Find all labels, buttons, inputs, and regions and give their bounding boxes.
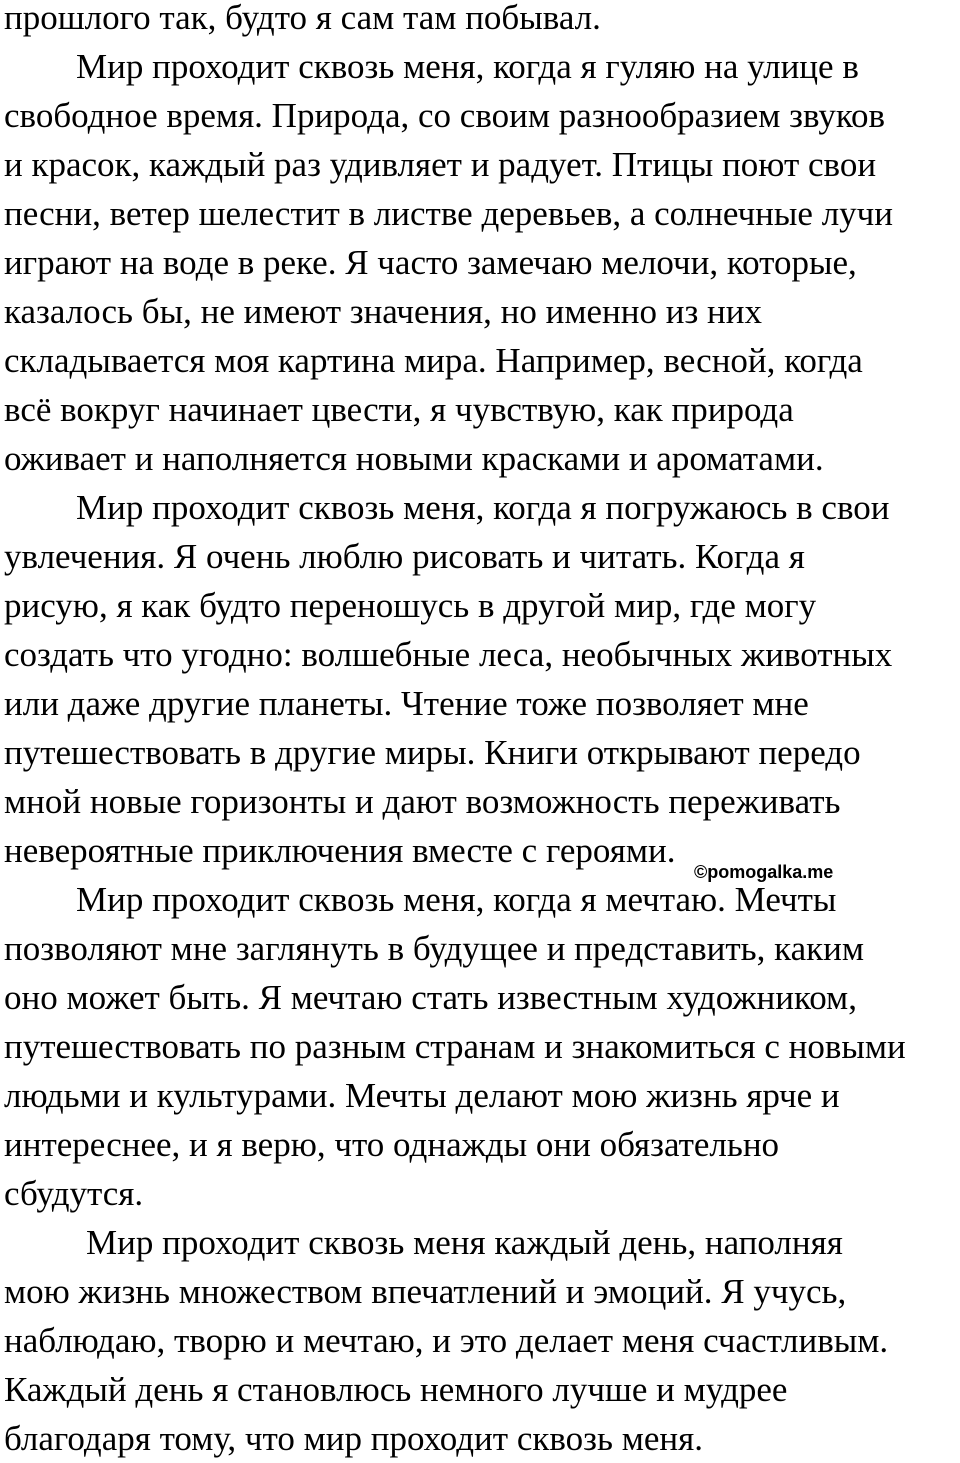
text-line: благодаря тому, что мир проходит сквозь меня. — [4, 1419, 703, 1458]
text-line: песни, ветер шелестит в листве деревьев, а солнечные лучи — [4, 194, 894, 233]
text-line: Каждый день я становлюсь немного лучше и мудрее — [4, 1370, 788, 1409]
text-line: свободное время. Природа, со своим разнообразием звуков — [4, 96, 886, 135]
text-line: казалось бы, не имеют значения, но именно из них — [4, 292, 763, 331]
text-line: невероятные приключения вместе с героями. — [4, 831, 676, 870]
text-line: оживает и наполняется новыми красками и ароматами. — [4, 439, 824, 478]
text-line: оно может быть. Я мечтаю стать известным художником, — [4, 978, 857, 1017]
text-line: прошлого так, будто я сам там побывал. — [4, 0, 601, 37]
paragraph-first-line: Мир проходит сквозь меня каждый день, наполняя — [86, 1223, 843, 1262]
text-line: позволяют мне заглянуть в будущее и представить, каким — [4, 929, 864, 968]
text-line: создать что угодно: волшебные леса, необычных животных — [4, 635, 893, 674]
text-line: играют на воде в реке. Я часто замечаю мелочи, которые, — [4, 243, 857, 282]
text-line: рисую, я как будто переношусь в другой мир, где могу — [4, 586, 817, 625]
text-line: мной новые горизонты и дают возможность переживать — [4, 782, 841, 821]
text-line: путешествовать по разным странам и знакомиться с новыми — [4, 1027, 906, 1066]
text-line: интереснее, и я верю, что однажды они обязательно — [4, 1125, 780, 1164]
text-line: всё вокруг начинает цвести, я чувствую, как природа — [4, 390, 794, 429]
text-line: наблюдаю, творю и мечтаю, и это делает меня счастливым. — [4, 1321, 889, 1360]
text-line: увлечения. Я очень люблю рисовать и читать. Когда я — [4, 537, 805, 576]
paragraph-first-line: Мир проходит сквозь меня, когда я погружаюсь в свои — [76, 488, 890, 527]
watermark: ©pomogalka.me — [694, 862, 834, 882]
paragraph-first-line: Мир проходит сквозь меня, когда я мечтаю. Мечты — [76, 880, 837, 919]
essay-text — [4, 0, 960, 1463]
text-line: или даже другие планеты. Чтение тоже позволяет мне — [4, 684, 809, 723]
text-line: путешествовать в другие миры. Книги открывают передо — [4, 733, 861, 772]
text-line: людьми и культурами. Мечты делают мою жизнь ярче и — [4, 1076, 840, 1115]
text-line: складывается моя картина мира. Например, весной, когда — [4, 341, 863, 380]
text-line: сбудутся. — [4, 1174, 144, 1213]
text-line: мою жизнь множеством впечатлений и эмоций. Я учусь, — [4, 1272, 847, 1311]
text-line: и красок, каждый раз удивляет и радует. Птицы поют свои — [4, 145, 877, 184]
paragraph-first-line: Мир проходит сквозь меня, когда я гуляю на улице в — [76, 47, 859, 86]
